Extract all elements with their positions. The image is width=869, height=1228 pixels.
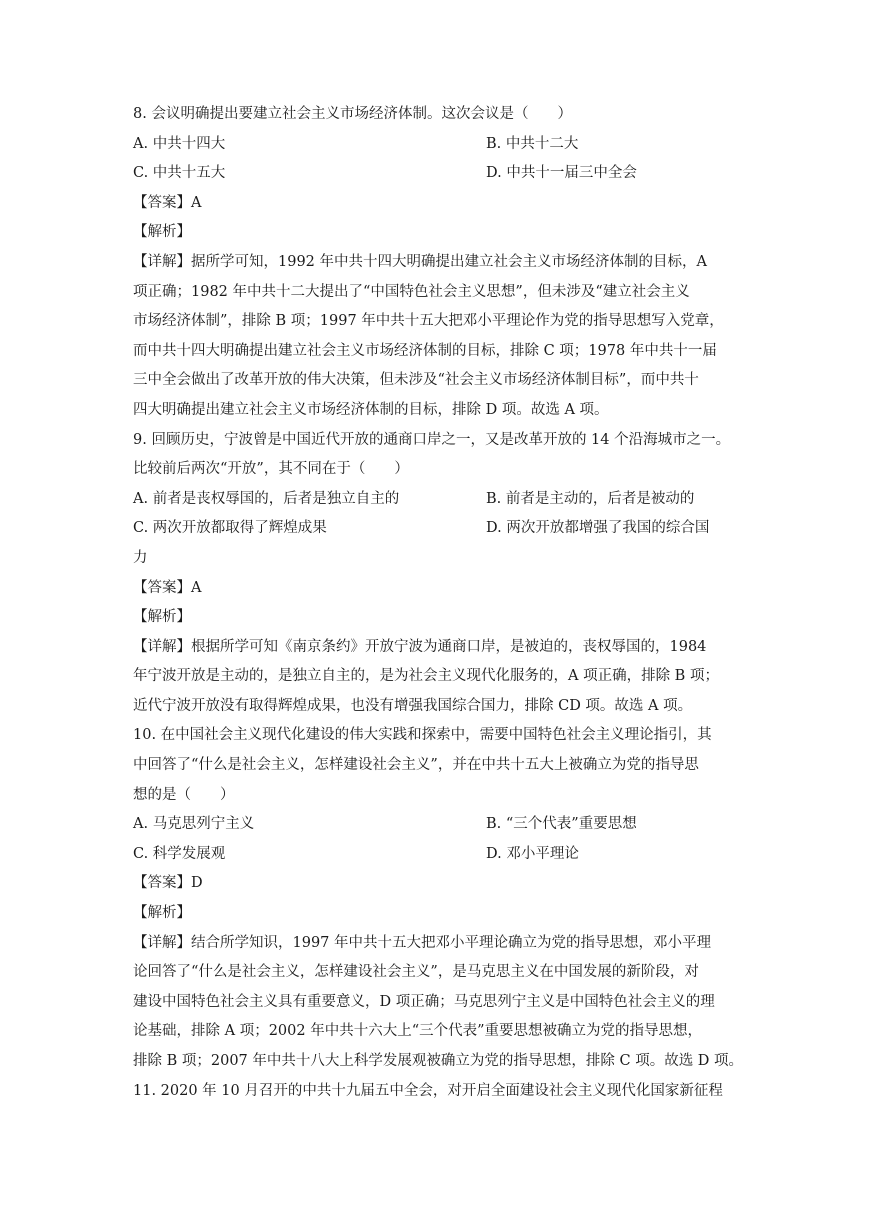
option-b: B. “三个代表”重要思想 xyxy=(486,816,637,833)
question-stem-line: 8. 会议明确提出要建立社会主义市场经济体制。这次会议是（ ） xyxy=(133,106,572,122)
question-stem-line: 想的是（ ） xyxy=(133,786,235,803)
option-overflow: 力 xyxy=(133,549,148,566)
detail-line: 而中共十四大明确提出建立社会主义市场经济体制的目标，排除 C 项；1978 年中共十一届 xyxy=(133,342,717,359)
option-d: D. 两次开放都增强了我国的综合国 xyxy=(486,520,710,537)
question-stem-line: 11. 2020 年 10 月召开的中共十九届五中全会，对开启全面建设社会主义现代化国家新征程 xyxy=(133,1082,723,1099)
detail-line: 【详解】据所学可知，1992 年中共十四大明确提出建立社会主义市场经济体制的目标，A xyxy=(133,253,707,270)
question-stem-line: 9. 回顾历史，宁波曾是中国近代开放的通商口岸之一，又是改革开放的 14 个沿海城市之一。 xyxy=(133,431,731,448)
option-row xyxy=(133,130,741,160)
answer-label: 【答案】A xyxy=(133,579,202,596)
option-c: C. 科学发展观 xyxy=(133,845,226,862)
detail-line: 近代宁波开放没有取得辉煌成果，也没有增强我国综合国力，排除 CD 项。故选 A 项。 xyxy=(133,697,693,714)
detail-line: 年宁波开放是主动的，是独立自主的，是为社会主义现代化服务的，A 项正确，排除 B 项； xyxy=(133,668,719,685)
analysis-label: 【解析】 xyxy=(133,609,191,626)
document-content xyxy=(133,100,744,1106)
answer-label: 【答案】D xyxy=(133,875,203,892)
detail-line: 【详解】结合所学知识，1997 年中共十五大把邓小平理论确立为党的指导思想，邓小平理 xyxy=(133,934,712,951)
option-a: A. 中共十四大 xyxy=(133,135,226,152)
option-c: C. 两次开放都取得了辉煌成果 xyxy=(133,520,327,537)
detail-line: 项正确；1982 年中共十二大提出了“中国特色社会主义思想”，但未涉及“建立社会主义 xyxy=(133,283,690,300)
option-row xyxy=(133,159,741,189)
option-d: D. 邓小平理论 xyxy=(486,845,579,862)
option-b: B. 前者是主动的，后者是被动的 xyxy=(486,490,695,507)
question-stem-line: 中回答了“什么是社会主义，怎样建设社会主义”，并在中共十五大上被确立为党的指导思 xyxy=(133,757,699,774)
option-row xyxy=(133,810,741,840)
question-stem-line: 比较前后两次“开放”，其不同在于（ ） xyxy=(133,461,409,478)
detail-line: 建设中国特色社会主义具有重要意义，D 项正确；马克思列宁主义是中国特色社会主义的理 xyxy=(133,993,715,1010)
analysis-label: 【解析】 xyxy=(133,905,191,922)
option-row xyxy=(133,840,741,870)
detail-line: 论回答了“什么是社会主义，怎样建设社会主义”，是马克思主义在中国发展的新阶段，对 xyxy=(133,964,699,981)
detail-line: 【详解】根据所学可知《南京条约》开放宁波为通商口岸，是被迫的，丧权辱国的，1984 xyxy=(133,638,707,655)
detail-line: 四大明确提出建立社会主义市场经济体制的目标，排除 D 项。故选 A 项。 xyxy=(133,401,609,418)
question-9 xyxy=(133,426,741,722)
option-c: C. 中共十五大 xyxy=(133,165,226,182)
question-11 xyxy=(133,1077,741,1107)
option-d: D. 中共十一届三中全会 xyxy=(486,165,637,182)
option-a: A. 马克思列宁主义 xyxy=(133,816,255,833)
answer-label: 【答案】A xyxy=(133,194,202,211)
analysis-label: 【解析】 xyxy=(133,224,191,241)
option-a: A. 前者是丧权辱国的，后者是独立自主的 xyxy=(133,490,400,507)
detail-line: 三中全会做出了改革开放的伟大决策，但未涉及“社会主义市场经济体制目标”，而中共十 xyxy=(133,372,699,389)
detail-line: 市场经济体制”，排除 B 项；1997 年中共十五大把邓小平理论作为党的指导思想写入党章， xyxy=(133,313,724,330)
option-row xyxy=(133,485,741,515)
question-10 xyxy=(133,721,744,1076)
question-8 xyxy=(133,100,741,426)
option-b: B. 中共十二大 xyxy=(486,135,579,152)
detail-line: 排除 B 项；2007 年中共十八大上科学发展观被确立为党的指导思想，排除 C 项。故选 D 项。 xyxy=(133,1053,744,1069)
detail-line: 论基础，排除 A 项；2002 年中共十六大上“三个代表”重要思想被确立为党的指导思想， xyxy=(133,1023,703,1040)
question-stem-line: 10. 在中国社会主义现代化建设的伟大实践和探索中，需要中国特色社会主义理论指引，其 xyxy=(133,727,712,744)
option-row xyxy=(133,514,741,544)
